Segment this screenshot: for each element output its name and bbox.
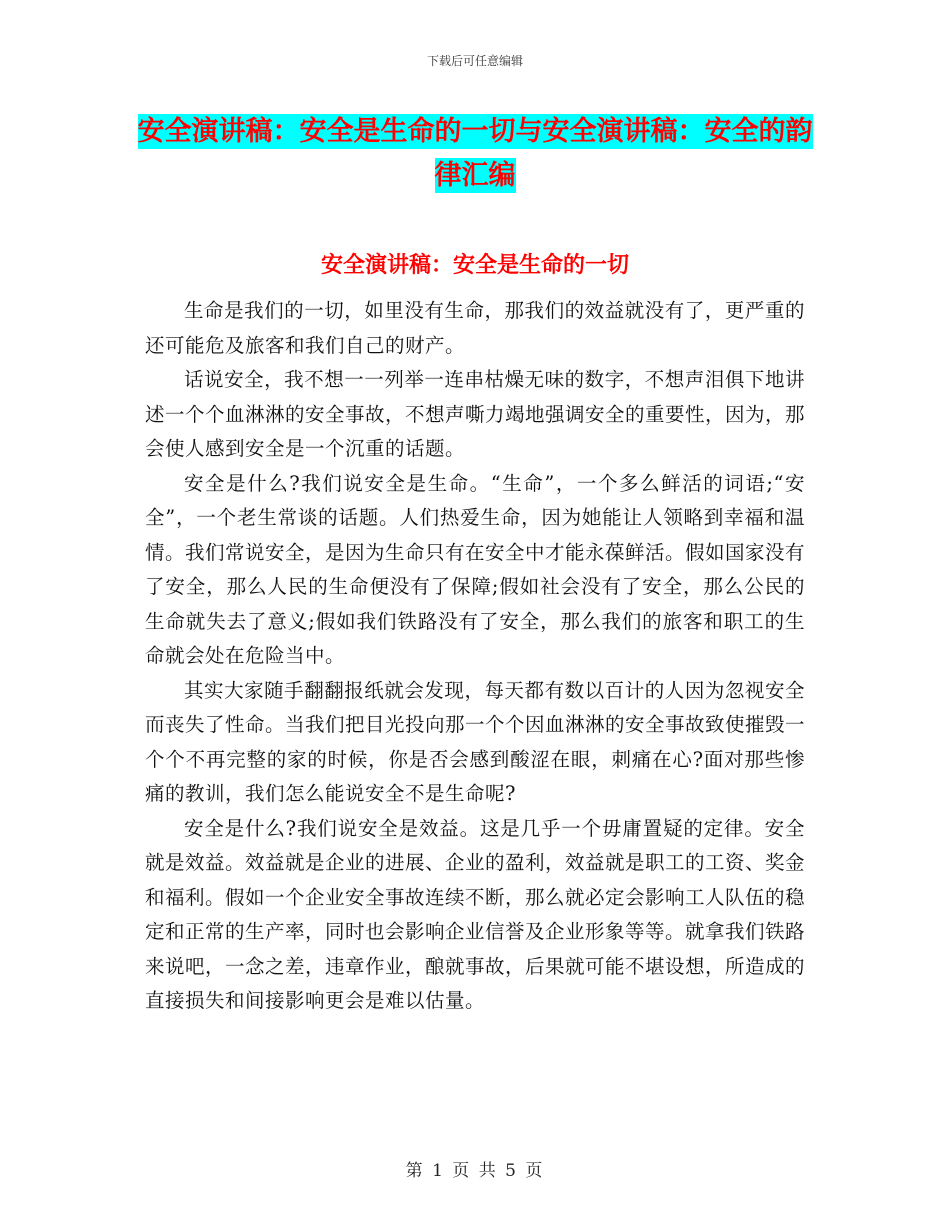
document-title (130, 110, 820, 198)
paragraph: 安全是什么?我们说安全是生命。“生命”，一个多么鲜活的词语;“安全”，一个老生常谈的话题。人们热爱生命，因为她能让人领略到幸福和温情。我们常说安全，是因为生命只有在安全中才能永葆鲜活。假如国家没有了安全，那么人民的生命便没有了保障;假如社会没有了安全，那么公民的生命就失去了意义;假如我们铁路没有了安全，那么我们的旅客和职工的生命就会处在危险当中。 (145, 471, 806, 667)
paragraph: 话说安全，我不想一一列举一连串枯燥无味的数字，不想声泪俱下地讲述一个个血淋淋的安全事故，不想声嘶力竭地强调安全的重要性，因为，那会使人感到安全是一个沉重的话题。 (145, 368, 806, 460)
document-title-text: 安全演讲稿：安全是生命的一切与安全演讲稿：安全的韵律汇编 (137, 116, 813, 191)
paragraph: 生命是我们的一切，如里没有生命，那我们的效益就没有了，更严重的还可能危及旅客和我们自己的财产。 (145, 299, 805, 357)
section-title: 安全演讲稿：安全是生命的一切 (320, 253, 629, 278)
page-header: 下载后可任意编辑 (426, 54, 523, 68)
document-body (145, 294, 805, 1019)
page-footer: 第 1 页 共 5 页 (405, 1161, 545, 1181)
paragraph: 安全是什么?我们说安全是效益。这是几乎一个毋庸置疑的定律。安全就是效益。效益就是企业的进展、企业的盈利，效益就是职工的工资、奖金和福利。假如一个企业安全事故连续不断，那么就必定会影响工人队伍的稳定和正常的生产率，同时也会影响企业信誉及企业形象等等。就拿我们铁路来说吧，一念之差，违章作业，酿就事故，后果就可能不堪设想，所造成的直接损失和间接影响更会是难以估量。 (145, 816, 806, 1012)
paragraph: 其实大家随手翻翻报纸就会发现，每天都有数以百计的人因为忽视安全而丧失了性命。当我们把目光投向那一个个因血淋淋的安全事故致使摧毁一个个不再完整的家的时候，你是否会感到酸涩在眼，刺痛在心?面对那些惨痛的教训，我们怎么能说安全不是生命呢? (145, 678, 806, 805)
